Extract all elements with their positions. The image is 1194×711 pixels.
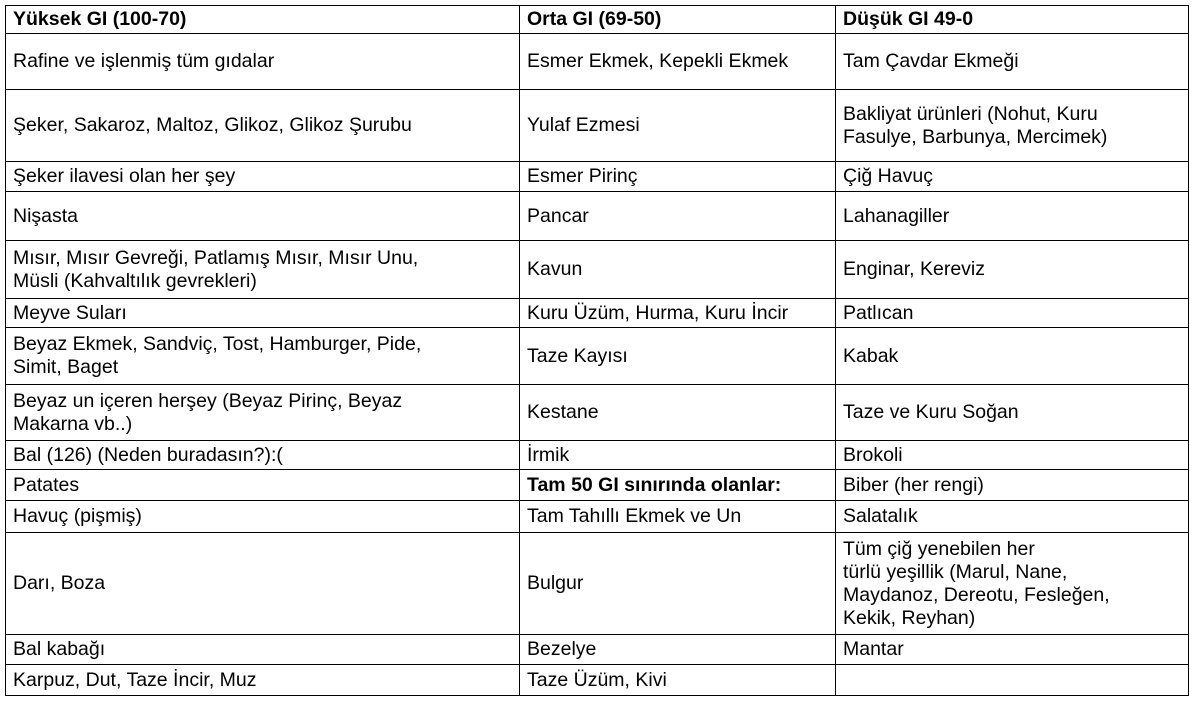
cell-medium-gi: Tam Tahıllı Ekmek ve Un bbox=[520, 501, 836, 533]
cell-high-gi: Mısır, Mısır Gevreği, Patlamış Mısır, Mısır Unu, Müsli (Kahvaltılık gevrekleri) bbox=[6, 241, 520, 299]
cell-low-gi: Enginar, Kereviz bbox=[836, 241, 1189, 299]
cell-high-gi: Darı, Boza bbox=[6, 533, 520, 635]
table-row bbox=[6, 441, 1189, 470]
cell-medium-gi: İrmik bbox=[520, 441, 836, 470]
header-medium-gi: Orta GI (69-50) bbox=[520, 6, 836, 34]
cell-medium-gi: Kavun bbox=[520, 241, 836, 299]
table-row bbox=[6, 162, 1189, 192]
table-row bbox=[6, 34, 1189, 90]
cell-low-gi: Brokoli bbox=[836, 441, 1189, 470]
cell-low-gi: Patlıcan bbox=[836, 299, 1189, 328]
header-high-gi: Yüksek GI (100-70) bbox=[6, 6, 520, 34]
cell-medium-gi: Bezelye bbox=[520, 635, 836, 665]
cell-high-gi: Beyaz Ekmek, Sandviç, Tost, Hamburger, Pide, Simit, Baget bbox=[6, 328, 520, 385]
cell-high-gi: Şeker, Sakaroz, Maltoz, Glikoz, Glikoz Şurubu bbox=[6, 90, 520, 162]
cell-medium-gi: Pancar bbox=[520, 192, 836, 241]
table-row bbox=[6, 299, 1189, 328]
cell-medium-gi: Kestane bbox=[520, 385, 836, 441]
cell-high-gi: Beyaz un içeren herşey (Beyaz Pirinç, Beyaz Makarna vb..) bbox=[6, 385, 520, 441]
cell-medium-gi: Taze Üzüm, Kivi bbox=[520, 665, 836, 696]
table-row bbox=[6, 192, 1189, 241]
cell-high-gi: Havuç (pişmiş) bbox=[6, 501, 520, 533]
table-row bbox=[6, 635, 1189, 665]
gi-table bbox=[5, 5, 1189, 696]
cell-high-gi: Karpuz, Dut, Taze İncir, Muz bbox=[6, 665, 520, 696]
cell-high-gi: Meyve Suları bbox=[6, 299, 520, 328]
cell-low-gi bbox=[836, 665, 1189, 696]
cell-low-gi: Tüm çiğ yenebilen her türlü yeşillik (Marul, Nane, Maydanoz, Dereotu, Fesleğen, Kekik, Reyhan) bbox=[836, 533, 1189, 635]
cell-low-gi: Lahanagiller bbox=[836, 192, 1189, 241]
cell-low-gi: Taze ve Kuru Soğan bbox=[836, 385, 1189, 441]
table-row bbox=[6, 665, 1189, 696]
cell-medium-gi: Bulgur bbox=[520, 533, 836, 635]
cell-high-gi: Nişasta bbox=[6, 192, 520, 241]
cell-low-gi: Tam Çavdar Ekmeği bbox=[836, 34, 1189, 90]
cell-high-gi: Rafine ve işlenmiş tüm gıdalar bbox=[6, 34, 520, 90]
cell-medium-gi: Kuru Üzüm, Hurma, Kuru İncir bbox=[520, 299, 836, 328]
header-row bbox=[6, 6, 1189, 34]
cell-medium-gi: Taze Kayısı bbox=[520, 328, 836, 385]
cell-low-gi: Kabak bbox=[836, 328, 1189, 385]
cell-low-gi: Salatalık bbox=[836, 501, 1189, 533]
cell-low-gi: Biber (her rengi) bbox=[836, 470, 1189, 501]
cell-low-gi: Bakliyat ürünleri (Nohut, Kuru Fasulye, Barbunya, Mercimek) bbox=[836, 90, 1189, 162]
cell-medium-gi: Yulaf Ezmesi bbox=[520, 90, 836, 162]
cell-high-gi: Bal kabağı bbox=[6, 635, 520, 665]
table-row bbox=[6, 385, 1189, 441]
header-low-gi: Düşük GI 49-0 bbox=[836, 6, 1189, 34]
table-row bbox=[6, 328, 1189, 385]
table-row bbox=[6, 470, 1189, 501]
table-row bbox=[6, 533, 1189, 635]
cell-low-gi: Çiğ Havuç bbox=[836, 162, 1189, 192]
table-row bbox=[6, 241, 1189, 299]
cell-high-gi: Şeker ilavesi olan her şey bbox=[6, 162, 520, 192]
cell-high-gi: Bal (126) (Neden buradasın?):( bbox=[6, 441, 520, 470]
table-row bbox=[6, 501, 1189, 533]
cell-high-gi: Patates bbox=[6, 470, 520, 501]
cell-low-gi: Mantar bbox=[836, 635, 1189, 665]
cell-medium-gi: Esmer Ekmek, Kepekli Ekmek bbox=[520, 34, 836, 90]
table-row bbox=[6, 90, 1189, 162]
cell-medium-gi-note: Tam 50 GI sınırında olanlar: bbox=[520, 470, 836, 501]
cell-medium-gi: Esmer Pirinç bbox=[520, 162, 836, 192]
